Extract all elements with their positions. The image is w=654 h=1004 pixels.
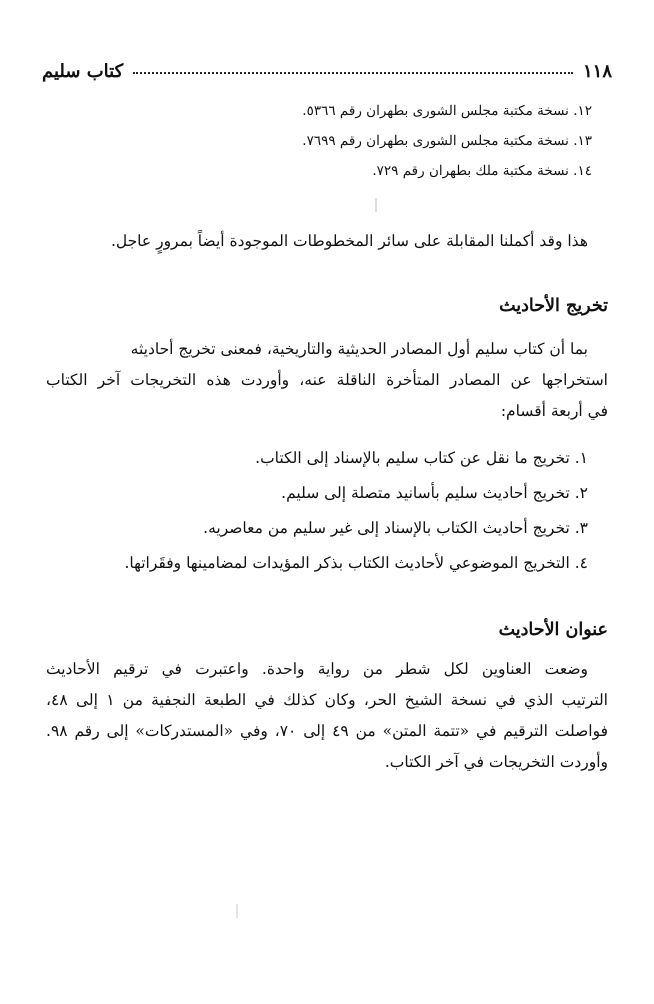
paragraph-line: بما أن كتاب سليم أول المصادر الحديثية والتاريخية، فمعنى تخريج أحاديثه: [130, 340, 588, 358]
list-item: ١٢. نسخة مكتبة مجلس الشورى بطهران رقم ٥٣٦٦.: [302, 103, 592, 119]
manuscript-list: [52, 96, 592, 186]
section-heading-takhrij: تخريج الأحاديث: [499, 296, 608, 316]
paragraph-line: وأوردت التخريجات في آخر الكتاب.: [384, 753, 608, 771]
section-heading-titles: عنوان الأحاديث: [498, 620, 608, 640]
list-item: ١٣. نسخة مكتبة مجلس الشورى بطهران رقم ٧٦٩٩.: [302, 133, 592, 149]
running-title: كتاب سليم: [42, 61, 124, 82]
list-item: ٤. التخريج الموضوعي لأحاديث الكتاب بذكر المؤيدات لمضامينها وفقَراتها.: [124, 554, 588, 572]
paragraph-line: في أربعة أقسام:: [500, 402, 608, 420]
paragraph-line: الترتيب الذي في نسخة الشيخ الحر، وكان كذلك في الطبعة النجفية من ١ إلى ٤٨،: [46, 691, 608, 709]
list-item: ٢. تخريج أحاديث سليم بأسانيد متصلة إلى سليم.: [281, 484, 588, 502]
list-item: ١. تخريج ما نقل عن كتاب سليم بالإسناد إلى الكتاب.: [255, 449, 588, 467]
takhrij-list: [48, 441, 588, 581]
paragraph-line: فواصلت الترقيم في «تتمة المتن» من ٤٩ إلى ٧٠، وفي «المستدركات» إلى رقم ٩٨.: [46, 722, 608, 740]
paragraph-line: استخراجها عن المصادر المتأخرة الناقلة عنه، وأوردت هذه التخريجات آخر الكتاب: [46, 371, 608, 389]
list-item: ١٤. نسخة مكتبة ملك بطهران رقم ٧٢٩.: [372, 163, 592, 179]
collation-note: [46, 226, 588, 257]
page-header: [42, 50, 612, 82]
header-dotted-leader: [133, 71, 573, 74]
paragraph-line: هذا وقد أكملنا المقابلة على سائر المخطوطات الموجودة أيضاً بمرورٍ عاجل.: [110, 232, 588, 250]
paragraph-line: وضعت العناوين لكل شطر من رواية واحدة. واعتبرت في ترقيم الأحاديث: [46, 660, 588, 678]
titles-paragraph: [46, 654, 608, 778]
takhrij-paragraph: [46, 334, 608, 427]
page-number: ١١٨: [582, 61, 612, 82]
list-item: ٣. تخريج أحاديث الكتاب بالإسناد إلى غير سليم من معاصريه.: [203, 519, 588, 537]
